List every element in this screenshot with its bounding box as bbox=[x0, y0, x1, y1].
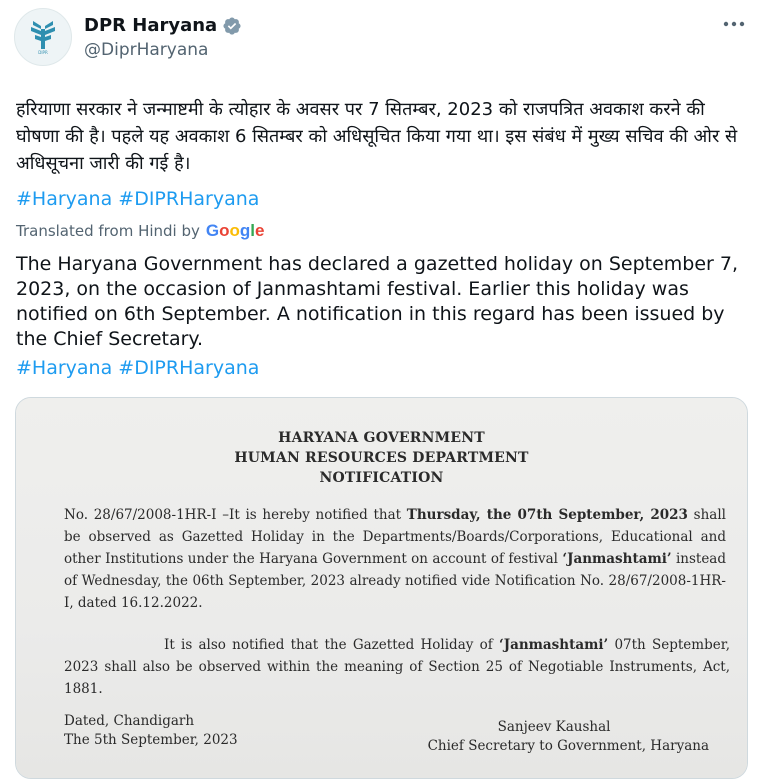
doc-heading-department: HUMAN RESOURCES DEPARTMENT bbox=[234, 450, 529, 466]
hashtag-haryana[interactable]: #Haryana bbox=[16, 188, 113, 210]
doc-paragraph-2 bbox=[64, 634, 730, 700]
more-options-icon[interactable] bbox=[722, 14, 746, 24]
para2-prefix: It is also notified that the Gazetted Holiday of bbox=[164, 637, 499, 653]
google-letter-4: g bbox=[239, 221, 251, 240]
tweet-text-english: The Haryana Government has declared a gazetted holiday on September 7, 2023, on the occasion of Janmashtami festival. Earlier this holiday was notified on 6th September. A notification in this regard has been issued by the Chief Secretary. bbox=[16, 253, 739, 350]
doc-paragraph-1 bbox=[64, 504, 726, 614]
translated-label: Translated from Hindi by bbox=[16, 222, 200, 240]
hashtags-translated bbox=[16, 355, 746, 381]
tweet-header bbox=[14, 8, 242, 66]
google-letter-2: o bbox=[219, 221, 230, 240]
para1-date: Thursday, the 07th September, 2023 bbox=[406, 507, 688, 523]
para1-suffix: instead of Wednesday, the 06th September, 2023 already notified vide Notification No. 28/67/2008-1HR-I, dated 16.12.2022. bbox=[64, 551, 727, 611]
signatory-name: Sanjeev Kaushal bbox=[497, 719, 611, 735]
tweet-text-hindi: हरियाणा सरकार ने जन्माष्टमी के त्योहार के अवसर पर 7 सितम्बर, 2023 को राजपत्रित अवकाश करने की घोषणा की है। पहले यह अवकाश 6 सितम्बर को अधिसूचित किया गया था। इस संबंध में मुख्य सचिव की ओर से अधिसूचना जारी की गई है। bbox=[16, 99, 738, 174]
avatar[interactable] bbox=[14, 8, 72, 66]
hashtag-diprharyana[interactable]: #DIPRHaryana bbox=[118, 188, 260, 210]
google-logo[interactable] bbox=[206, 220, 265, 242]
hashtags-original bbox=[16, 186, 746, 212]
doc-heading-notification: NOTIFICATION bbox=[319, 470, 444, 486]
para2-suffix: 07th September, 2023 shall also be observed within the meaning of Section 25 of Negotiable Instruments, Act, 1881. bbox=[64, 637, 730, 697]
doc-signature-block bbox=[428, 718, 709, 756]
doc-dated-block bbox=[64, 712, 238, 750]
dated-date: The 5th September, 2023 bbox=[64, 732, 238, 748]
signatory-title: Chief Secretary to Government, Haryana bbox=[427, 738, 709, 754]
google-letter-1: G bbox=[205, 221, 220, 240]
display-name[interactable]: DPR Haryana bbox=[84, 15, 218, 36]
hashtag-diprharyana-translated[interactable]: #DIPRHaryana bbox=[118, 357, 260, 379]
para1-prefix: No. 28/67/2008-1HR-I –It is hereby notified that bbox=[64, 507, 407, 523]
google-letter-5: l bbox=[250, 221, 256, 240]
svg-text:DIPR: DIPR bbox=[38, 50, 48, 55]
tweet-image[interactable] bbox=[15, 397, 748, 779]
dipr-logo-icon bbox=[23, 17, 63, 57]
translation-attribution bbox=[16, 220, 746, 242]
doc-heading-government: HARYANA GOVERNMENT bbox=[278, 430, 485, 446]
user-handle[interactable]: @DiprHaryana bbox=[84, 40, 209, 60]
google-letter-6: e bbox=[255, 221, 265, 240]
para1-mid: shall be observed as Gazetted Holiday in the Departments/Boards/Corporations, Educational and other Institutions under the Haryana Government on account of festival bbox=[64, 507, 726, 567]
para1-festival: ‘Janmashtami’ bbox=[562, 551, 672, 567]
hashtag-haryana-translated[interactable]: #Haryana bbox=[16, 357, 113, 379]
verified-badge-icon bbox=[222, 16, 242, 36]
para2-festival: ‘Janmashtami’ bbox=[499, 637, 609, 653]
notification-document bbox=[16, 398, 747, 778]
google-letter-3: o bbox=[229, 221, 240, 240]
dated-place: Dated, Chandigarh bbox=[64, 713, 195, 729]
